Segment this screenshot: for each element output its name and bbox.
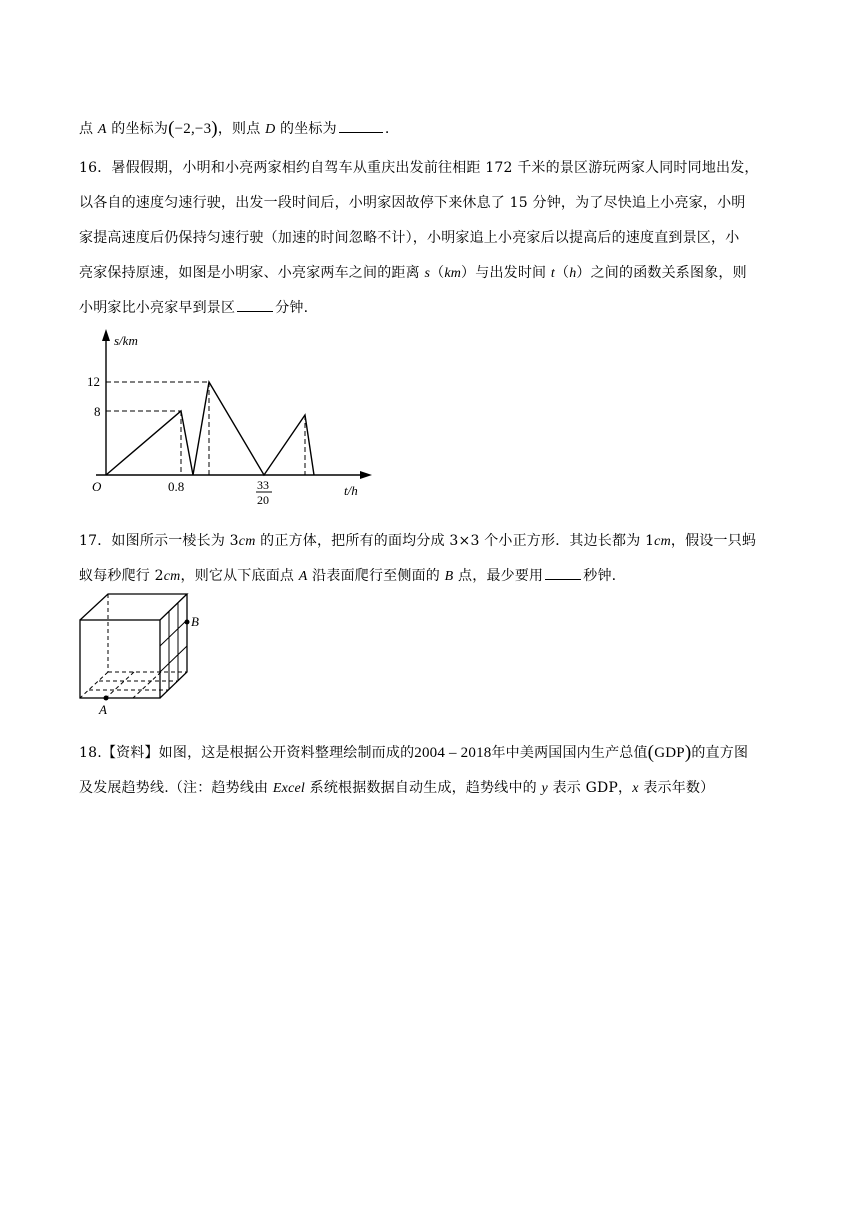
hidden-edge-depth <box>80 672 108 698</box>
cube-diagram <box>72 592 212 720</box>
point-a <box>104 696 109 701</box>
y-tick-12: 12 <box>87 374 100 389</box>
q17-line-2: 蚁每秒爬行 2cm，则它从下底面点 A 沿表面爬行至侧面的 B 点，最少要用 秒钟. <box>79 568 617 584</box>
q16-line-1: 16．暑假假期，小明和小亮两家相约自驾车从重庆出发前往相距 172 千米的景区游玩两家人同时同地出发， <box>79 160 759 176</box>
x-axis-arrow <box>360 471 372 479</box>
q16-line-5: 小明家比小亮家早到景区 分钟. <box>79 300 309 316</box>
top-face <box>80 594 187 620</box>
y-axis-label: s/km <box>114 333 138 348</box>
y-axis-arrow <box>102 329 110 341</box>
x-tick-frac-num: 33 <box>257 478 269 492</box>
q16-line-2: 以各自的速度匀速行驶，出发一段时间后，小明家因故停下来休息了 15 分钟，为了尽快追上小亮家，小明 <box>79 195 746 211</box>
x-tick-frac-den: 20 <box>257 493 269 505</box>
point-b <box>185 620 190 625</box>
answer-blank[interactable] <box>339 120 383 133</box>
label-b: B <box>191 614 199 629</box>
point-d-label: D <box>265 122 276 137</box>
q18-line-2: 及发展趋势线.（注：趋势线由 Excel 系统根据数据自动生成，趋势线中的 y 表示 GDP，x 表示年数） <box>79 780 715 796</box>
origin-label: O <box>92 479 102 494</box>
q17-line-1: 17．如图所示一棱长为 3cm 的正方体，把所有的面均分成 3×3 个小正方形．其边长都为 1cm，假设一只蚂 <box>79 533 757 549</box>
right-face <box>160 594 187 698</box>
q18-line-1: 18.【资料】如图，这是根据公开资料整理绘制而成的2004 – 2018年中美两国国内生产总值(GDP)的直方图 <box>79 742 749 763</box>
point-a-label: A <box>97 122 107 137</box>
x-tick-0.8: 0.8 <box>168 479 185 494</box>
q16-line-3: 家提高速度后仍保持匀速行驶（加速的时间忽略不计），小明家追上小亮家后以提高后的速度直到景区，小 <box>79 230 740 246</box>
label-a: A <box>99 702 107 717</box>
coordinate-value: −2,−3 <box>174 121 212 137</box>
distance-time-graph <box>82 325 382 505</box>
answer-blank[interactable] <box>545 567 581 580</box>
y-tick-8: 8 <box>94 404 101 419</box>
answer-blank[interactable] <box>237 299 273 312</box>
x-axis-label: t/h <box>344 483 358 498</box>
q15-answer-line: 点 A 的坐标为(−2,−3)，则点 D 的坐标为 . <box>79 118 390 139</box>
distance-curve <box>106 382 314 475</box>
q16-line-4: 亮家保持原速，如图是小明家、小亮家两车之间的距离 s（km）与出发时间 t（h）之间的函数关系图象，则 <box>79 265 747 281</box>
